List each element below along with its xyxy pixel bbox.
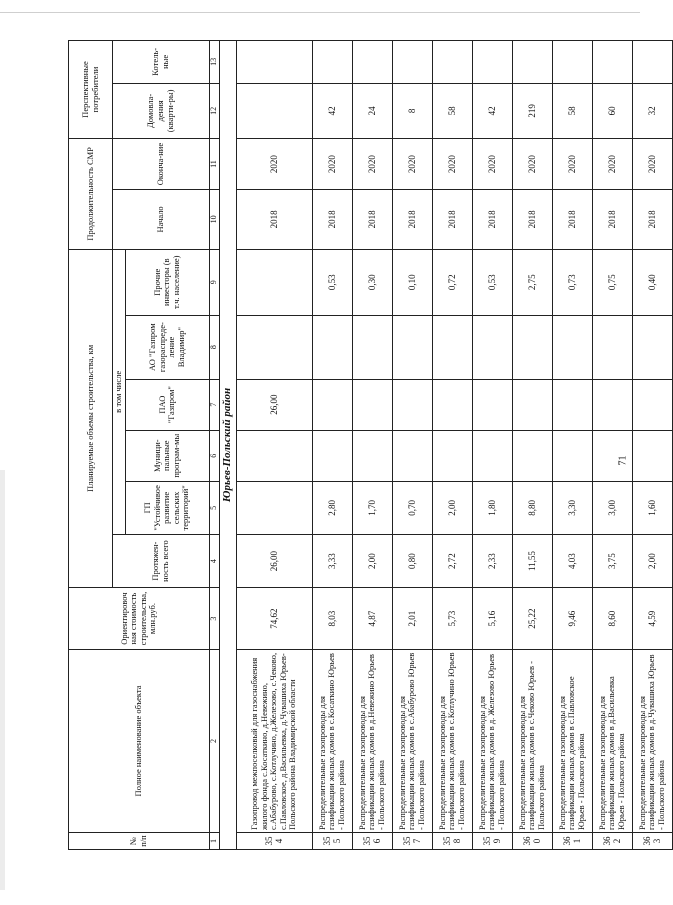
ao-value [512, 315, 552, 379]
households-value: 42 [472, 83, 512, 138]
municipal-value [512, 430, 552, 481]
scan-side-shadow [0, 470, 5, 890]
end-year: 2020 [632, 139, 672, 190]
pao-value [392, 379, 432, 430]
municipal-value [552, 430, 592, 481]
cost-value: 5,16 [472, 588, 512, 650]
boilers-value [312, 41, 352, 84]
ao-value [352, 315, 392, 379]
ao-value [392, 315, 432, 379]
table-row [352, 41, 392, 850]
start-year: 2018 [352, 190, 392, 250]
boilers-value [592, 41, 632, 84]
ao-value [432, 315, 472, 379]
households-value: 8 [392, 83, 432, 138]
column-number: 2 [209, 649, 219, 832]
object-name: Газопровод межпоселковый для газоснабжения жилого фонда с.Косаткино, д.Невежино, с.Абабурово, с.Котлучино, д.Железово, с.Чеково, с.Павловское, д.Васильевка, д.Чувашиха Юрьев-Польского района Владимирской области [236, 649, 312, 832]
header-cost: Ориентировочная стоимость строительства, млн.руб. [69, 588, 210, 650]
table-row [432, 41, 472, 850]
pao-value [632, 379, 672, 430]
page-number: 71 [617, 455, 629, 466]
ao-value [312, 315, 352, 379]
other-value: 0,10 [392, 249, 432, 315]
length-total: 3,75 [592, 534, 632, 587]
boilers-value [472, 41, 512, 84]
other-value: 0,75 [592, 249, 632, 315]
column-number: 13 [209, 41, 219, 84]
boilers-value [392, 41, 432, 84]
header-length-total: Протяжен-ность всего [113, 534, 210, 587]
column-number: 1 [209, 832, 219, 849]
ao-value [632, 315, 672, 379]
other-value: 2,75 [512, 249, 552, 315]
other-value: 0,53 [312, 249, 352, 315]
header-start: Начало [113, 190, 210, 250]
gp-value: 0,70 [392, 481, 432, 534]
length-total: 0,80 [392, 534, 432, 587]
pao-value [432, 379, 472, 430]
other-value: 0,40 [632, 249, 672, 315]
gp-value: 3,00 [592, 481, 632, 534]
column-number: 7 [209, 379, 219, 430]
start-year: 2018 [236, 190, 312, 250]
column-number: 3 [209, 588, 219, 650]
object-name: Распределительные газопроводы для газификации жилых домов в д. Железово Юрьев - Польского района [472, 649, 512, 832]
row-number: 356 [352, 832, 392, 849]
cost-value: 25,22 [512, 588, 552, 650]
cost-value: 2,01 [392, 588, 432, 650]
pao-value [592, 379, 632, 430]
municipal-value [432, 430, 472, 481]
object-name: Распределительные газопроводы для газификации жилых домов в д.Невежино Юрьев - Польского района [352, 649, 392, 832]
column-number: 9 [209, 249, 219, 315]
header-consumers: Перспективные потребители [69, 41, 113, 139]
header-planned: Планируемые объемы строительства, км [69, 249, 113, 587]
boilers-value [236, 41, 312, 84]
boilers-value [432, 41, 472, 84]
households-value [236, 83, 312, 138]
boilers-value [632, 41, 672, 84]
ao-value [592, 315, 632, 379]
row-number: 360 [512, 832, 552, 849]
column-number: 5 [209, 481, 219, 534]
column-number: 4 [209, 534, 219, 587]
end-year: 2020 [392, 139, 432, 190]
gp-value: 1,80 [472, 481, 512, 534]
gp-value: 1,70 [352, 481, 392, 534]
table-row [472, 41, 512, 850]
households-value: 60 [592, 83, 632, 138]
header-gp: ГП "Устойчивое развитие сельских территорий" [125, 481, 209, 534]
households-value: 58 [552, 83, 592, 138]
length-total: 2,00 [352, 534, 392, 587]
cost-value: 8,60 [592, 588, 632, 650]
table-row [632, 41, 672, 850]
header-other: Прочие инвесторы (в т.ч. население) [125, 249, 209, 315]
gp-value: 3,30 [552, 481, 592, 534]
length-total: 2,00 [632, 534, 672, 587]
gp-value: 2,80 [312, 481, 352, 534]
start-year: 2018 [592, 190, 632, 250]
ao-value [552, 315, 592, 379]
table-row [552, 41, 592, 850]
header-name: Полное наименование объекта [69, 649, 210, 832]
table-body [219, 41, 672, 850]
municipal-value [472, 430, 512, 481]
cost-value: 4,59 [632, 588, 672, 650]
length-total: 2,72 [432, 534, 472, 587]
object-name: Распределительные газопроводы для газификации жилых домов в с.Павловское Юрьев - Польского района [552, 649, 592, 832]
section-title: Юрьев-Польский район [219, 41, 236, 850]
column-number-row [209, 41, 219, 850]
table-row [236, 41, 312, 850]
gp-value: 8,80 [512, 481, 552, 534]
length-total: 3,33 [312, 534, 352, 587]
other-value: 0,73 [552, 249, 592, 315]
households-value: 58 [432, 83, 472, 138]
header-ao: АО "Газпром газораспреде-ление Владимир" [125, 315, 209, 379]
end-year: 2020 [592, 139, 632, 190]
table-row [512, 41, 552, 850]
header-duration: Продолжительность СМР [69, 139, 113, 250]
gasification-table [68, 40, 673, 850]
municipal-value [392, 430, 432, 481]
municipal-value [312, 430, 352, 481]
start-year: 2018 [632, 190, 672, 250]
object-name: Распределительные газопроводы для газификации жилых домов в с.Чеково Юрьев - Польского района [512, 649, 552, 832]
table-header [69, 41, 220, 850]
object-name: Распределительные газопроводы для газификации жилых домов в с.Котлучино Юрьев - Польского района [432, 649, 472, 832]
row-number: 359 [472, 832, 512, 849]
pao-value [352, 379, 392, 430]
header-households: Домовла-дения (кварти-ры) [113, 83, 210, 138]
start-year: 2018 [312, 190, 352, 250]
object-name: Распределительные газопроводы для газификации жилых домов в с.Косаткино Юрьев - Польского района [312, 649, 352, 832]
gp-value [236, 481, 312, 534]
end-year: 2020 [512, 139, 552, 190]
table-row [312, 41, 352, 850]
row-number: 362 [592, 832, 632, 849]
object-name: Распределительные газопроводы для газификации жилых домов в д.Васильевка Юрьев - Польского района [592, 649, 632, 832]
cost-value: 74,62 [236, 588, 312, 650]
end-year: 2020 [312, 139, 352, 190]
header-boilers: Котель-ные [113, 41, 210, 84]
other-value: 0,53 [472, 249, 512, 315]
boilers-value [552, 41, 592, 84]
pao-value [312, 379, 352, 430]
end-year: 2020 [236, 139, 312, 190]
object-name: Распределительные газопроводы для газификации жилых домов в с.Абабурово Юрьев - Польского района [392, 649, 432, 832]
rotated-page [68, 40, 666, 850]
length-total: 26,00 [236, 534, 312, 587]
header-in-total: в том числе [113, 249, 126, 534]
boilers-value [512, 41, 552, 84]
scan-top-edge [0, 0, 640, 13]
other-value: 0,72 [432, 249, 472, 315]
households-value: 24 [352, 83, 392, 138]
row-number: 357 [392, 832, 432, 849]
row-number: 354 [236, 832, 312, 849]
table-row [392, 41, 432, 850]
other-value: 0,30 [352, 249, 392, 315]
section-row [219, 41, 236, 850]
table-row [592, 41, 632, 850]
start-year: 2018 [392, 190, 432, 250]
length-total: 4,03 [552, 534, 592, 587]
boilers-value [352, 41, 392, 84]
cost-value: 9,46 [552, 588, 592, 650]
gp-value: 2,00 [432, 481, 472, 534]
header-end: Оконча-ние [113, 139, 210, 190]
column-number: 10 [209, 190, 219, 250]
cost-value: 5,73 [432, 588, 472, 650]
end-year: 2020 [472, 139, 512, 190]
ao-value [236, 315, 312, 379]
pao-value [472, 379, 512, 430]
column-number: 11 [209, 139, 219, 190]
gp-value: 1,60 [632, 481, 672, 534]
column-number: 8 [209, 315, 219, 379]
length-total: 2,33 [472, 534, 512, 587]
end-year: 2020 [352, 139, 392, 190]
cost-value: 8,03 [312, 588, 352, 650]
municipal-value [632, 430, 672, 481]
object-name: Распределительные газопроводы для газификации жилых домов в д.Чувашиха Юрьев - Польского района [632, 649, 672, 832]
row-number: 361 [552, 832, 592, 849]
start-year: 2018 [512, 190, 552, 250]
start-year: 2018 [432, 190, 472, 250]
start-year: 2018 [472, 190, 512, 250]
other-value [236, 249, 312, 315]
households-value: 32 [632, 83, 672, 138]
row-number: 355 [312, 832, 352, 849]
municipal-value [352, 430, 392, 481]
row-number: 358 [432, 832, 472, 849]
households-value: 219 [512, 83, 552, 138]
length-total: 11,55 [512, 534, 552, 587]
header-municipal: Муници-пальные програм-мы [125, 430, 209, 481]
pao-value [512, 379, 552, 430]
header-pao: ПАО "Газпром" [125, 379, 209, 430]
households-value: 42 [312, 83, 352, 138]
end-year: 2020 [552, 139, 592, 190]
start-year: 2018 [552, 190, 592, 250]
cost-value: 4,87 [352, 588, 392, 650]
column-number: 6 [209, 430, 219, 481]
row-number: 363 [632, 832, 672, 849]
pao-value: 26,00 [236, 379, 312, 430]
column-number: 12 [209, 83, 219, 138]
end-year: 2020 [432, 139, 472, 190]
header-num: № п/п [69, 832, 210, 849]
ao-value [472, 315, 512, 379]
municipal-value [236, 430, 312, 481]
pao-value [552, 379, 592, 430]
